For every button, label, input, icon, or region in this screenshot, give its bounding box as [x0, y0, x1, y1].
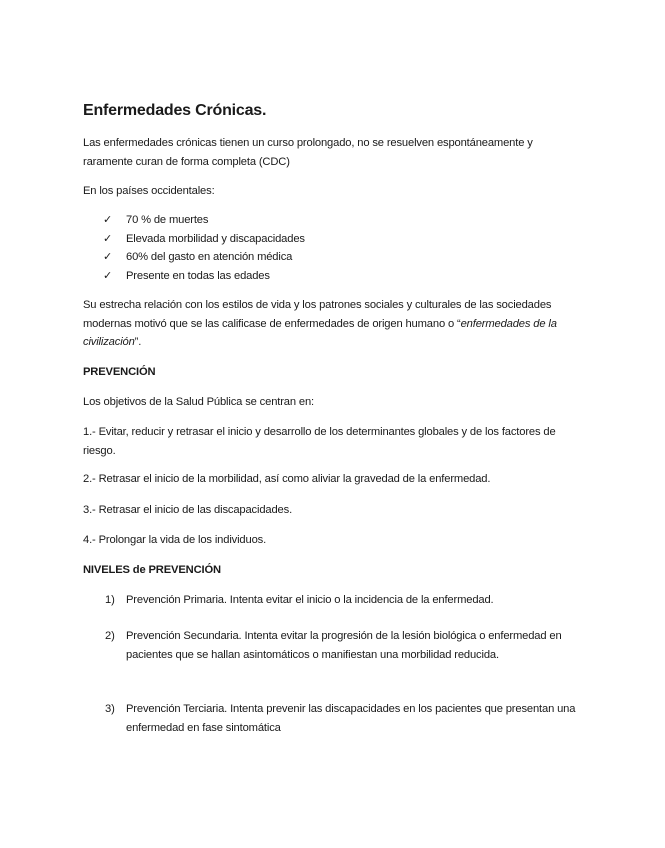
objective-item: 2.- Retrasar el inicio de la morbilidad, así como aliviar la gravedad de la enfermedad. [83, 473, 491, 485]
intro-paragraph: Las enfermedades crónicas tienen un curso prolongado, no se resuelven espontáneamente y raramente curan de forma completa (CDC) [83, 137, 533, 168]
civilization-paragraph [83, 296, 583, 352]
checklist-item-label: Elevada morbilidad y discapacidades [126, 232, 305, 245]
level-number: 1) [105, 594, 115, 606]
checklist-item-label: 70 % de muertes [126, 214, 209, 226]
checklist-item-label: 60% del gasto en atención médica [126, 251, 293, 263]
checklist-item [103, 211, 305, 230]
objective-item: 3.- Retrasar el inicio de las discapacidades. [83, 504, 293, 516]
western-countries-label: En los países occidentales: [83, 185, 215, 197]
checklist-item [103, 267, 305, 286]
quote-open: “ [457, 317, 461, 330]
checklist-item-label: Presente en todas las edades [126, 269, 270, 282]
level-number: 2) [105, 630, 115, 642]
stats-checklist [103, 211, 305, 285]
civilization-italic-term: enfermedades de la civilización [83, 317, 557, 348]
level-text: Prevención Terciaria. Intenta prevenir las discapacidades en los pacientes que presentan una enfermedad en fase sintomática [126, 703, 576, 734]
check-mark-icon: ✓ [103, 232, 113, 245]
level-item [103, 591, 583, 610]
prevention-heading: PREVENCIÓN [83, 366, 156, 378]
objectives-intro: Los objetivos de la Salud Pública se centran en: [83, 396, 314, 408]
checklist-item [103, 248, 305, 267]
quote-close: ”. [134, 336, 142, 348]
level-item [103, 627, 583, 664]
civilization-text: Su estrecha relación con los estilos de vida y los patrones sociales y culturales de las sociedades modernas motivó que se las calificase de enfermedades de origen humano o [83, 299, 552, 330]
levels-heading: NIVELES de PREVENCIÓN [83, 564, 221, 576]
level-item [103, 700, 583, 737]
level-number: 3) [105, 703, 115, 715]
check-mark-icon: ✓ [103, 214, 113, 226]
level-text: Prevención Secundaria. Intenta evitar la progresión de la lesión biológica o enfermedad en pacientes que se hallan asintomáticos o manifiestan una morbilidad reducida. [126, 630, 562, 661]
objective-item: 4.- Prolongar la vida de los individuos. [83, 534, 267, 546]
level-text: Prevención Primaria. Intenta evitar el inicio o la incidencia de la enfermedad. [126, 594, 494, 606]
check-mark-icon: ✓ [103, 251, 113, 263]
checklist-item [103, 230, 305, 249]
check-mark-icon: ✓ [103, 269, 113, 282]
objective-item: 1.- Evitar, reducir y retrasar el inicio y desarrollo de los determinantes globales y de los factores de riesgo. [83, 426, 556, 457]
document-title: Enfermedades Crónicas. [83, 102, 267, 119]
